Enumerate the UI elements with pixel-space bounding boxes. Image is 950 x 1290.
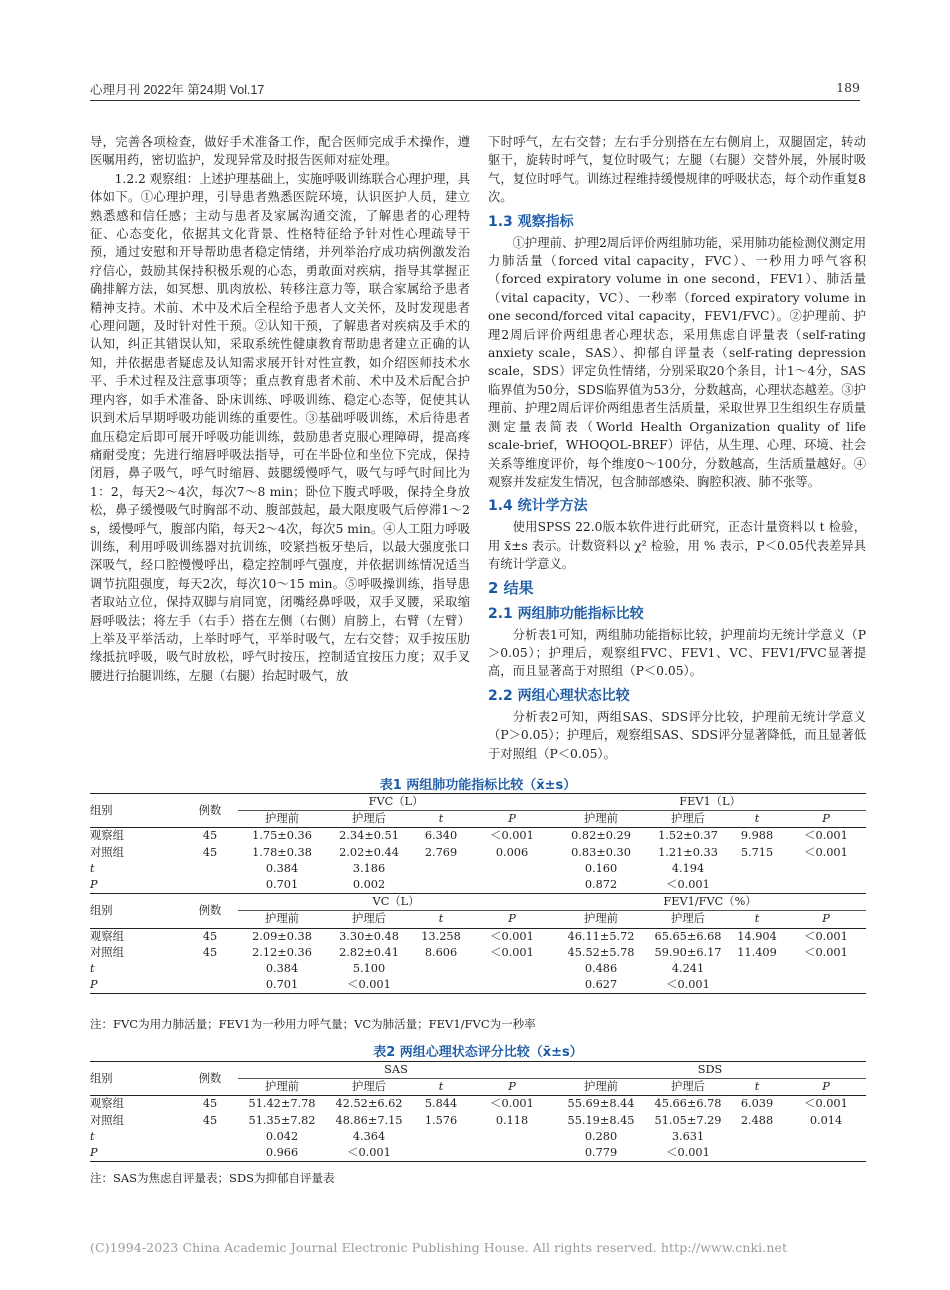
table-cell: ＜0.001 (666, 878, 710, 892)
subhead-after: 护理后 (671, 812, 705, 826)
table-cell (182, 1129, 238, 1145)
subhead-before: 护理前 (584, 912, 618, 926)
fev1-fvc-header: FEV1/FVC（%） (554, 894, 866, 911)
table-cell (728, 961, 786, 977)
table-cell: 45 (202, 945, 218, 959)
table-cell: 观察组 (90, 1097, 124, 1111)
table-cell: ＜0.001 (804, 1097, 848, 1111)
table-cell: 14.904 (737, 929, 777, 943)
table-row (90, 1129, 866, 1145)
table-cell: 2.02±0.44 (339, 845, 399, 859)
table-cell: 1.78±0.38 (252, 845, 312, 859)
subhead-before: 护理前 (265, 812, 299, 826)
table-cell: 45 (202, 1113, 218, 1127)
table-cell: 0.486 (584, 962, 618, 976)
table-cell: 对照组 (90, 1113, 124, 1127)
table-cell (786, 877, 866, 894)
table-cell: ＜0.001 (490, 945, 534, 959)
subhead-before: 护理前 (265, 912, 299, 926)
table-cell: 观察组 (90, 829, 124, 843)
table-cell: 0.779 (584, 1146, 618, 1160)
table-cell (786, 961, 866, 977)
table-row (90, 928, 866, 945)
table-cell: 0.006 (495, 845, 529, 859)
table-cell (470, 1145, 554, 1162)
table-cell: 0.627 (584, 978, 618, 992)
table-cell: 55.69±8.44 (567, 1097, 635, 1111)
table-cell: 对照组 (90, 945, 124, 959)
table-cell: 0.966 (265, 1146, 299, 1160)
table-cell (412, 877, 470, 894)
table-cell: 1.75±0.36 (252, 829, 312, 843)
table-row (90, 861, 866, 877)
section-heading: 1.3 观察指标 (488, 213, 574, 230)
table-cell: 45.66±6.78 (654, 1097, 722, 1111)
table-cell: 55.19±8.45 (567, 1113, 635, 1127)
table-cell: 59.90±6.17 (654, 945, 722, 959)
sas-header: SAS (238, 1062, 554, 1079)
table-cell: 65.65±6.68 (654, 929, 722, 943)
table-cell: 45 (202, 829, 218, 843)
subhead-after: 护理后 (671, 1080, 705, 1094)
table-cell: 4.241 (671, 962, 705, 976)
table-cell: 13.258 (421, 929, 461, 943)
table-row (90, 1113, 866, 1129)
table-cell (470, 861, 554, 877)
table-cell (182, 877, 238, 894)
table-cell: P (90, 978, 98, 992)
table-row (90, 961, 866, 977)
table-cell (470, 977, 554, 994)
section-heading: 1.4 统计学方法 (488, 498, 588, 515)
table-cell: t (90, 1129, 95, 1143)
subhead-after: 护理后 (352, 912, 386, 926)
table-cell (412, 1129, 470, 1145)
section-heading: 2.2 两组心理状态比较 (488, 687, 630, 704)
table-cell: 9.988 (740, 829, 774, 843)
section-heading: 2 结果 (488, 578, 534, 597)
table-cell: 4.194 (671, 861, 705, 875)
vc-header: VC（L） (238, 894, 554, 911)
table-cell (728, 877, 786, 894)
table-cell: 45 (202, 845, 218, 859)
table-cell: 1.576 (424, 1113, 458, 1127)
paragraph: 分析表1可知，两组肺功能指标比较，护理前均无统计学意义（P＞0.05）；护理后，观察组FVC、FEV1、VC、FEV1/FVC显著提高，而且显著高于对照组（P＜0.05）。 (488, 627, 866, 679)
table-cell: 1.21±0.33 (658, 845, 718, 859)
fev1-header: FEV1（L） (554, 794, 866, 811)
subhead-p: P (508, 812, 516, 826)
subhead-after: 护理后 (671, 912, 705, 926)
subhead-p: P (822, 1080, 830, 1094)
paragraph: ①护理前、护理2周后评价两组肺功能，采用肺功能检测仪测定用力肺活量（forced vital capacity，FVC）、一秒用力呼气容积（forced expiratory volume in one second，FEV1）、肺活量（vital capacity，VC）、一秒率（forced expiratory volume in one second/forced vital capacity，FEV1/FVC）。②护理前、护理2周后评价两组患者心理状态，采用焦虑自评量表（self-rating anxiety scale，SAS）、抑郁自评量表（self-rating depression scale，SDS）评定负性情绪，分别采取20个条目，计1～4分，SAS临界值为50分，SDS临界值为53分，分数越高，心理状态越差。③护理前、护理2周后评价两组患者生活质量，采取世界卫生组织生存质量测定量表简表（World Health Organization quality of life scale-brief，WHOQOL-BREF）评估，从生理、心理、环境、社会关系等维度评价，每个维度0～100分，分数越高，生活质量越好。④观察并发症发生情况，包含肺部感染、胸腔积液、肺不张等。 (488, 235, 866, 489)
table-cell: ＜0.001 (347, 978, 391, 992)
table-cell: 2.34±0.51 (339, 829, 399, 843)
table-cell (786, 1129, 866, 1145)
table-cell: ＜0.001 (490, 829, 534, 843)
table-cell: ＜0.001 (804, 829, 848, 843)
table-cell: ＜0.001 (804, 945, 848, 959)
subhead-t: t (438, 1080, 444, 1094)
table-cell: 5.844 (424, 1097, 458, 1111)
table-cell: 2.769 (424, 845, 458, 859)
table-cell (412, 861, 470, 877)
journal-title: 心理月刊 2022年 第24期 Vol.17 (90, 83, 265, 97)
table-cell: 5.100 (352, 962, 386, 976)
table-cell: 51.42±7.78 (248, 1097, 316, 1111)
subhead-after: 护理后 (352, 1080, 386, 1094)
col-n-header: 例数 (198, 1071, 222, 1085)
table-cell: 3.631 (671, 1129, 705, 1143)
table-cell (412, 977, 470, 994)
table-cell: 3.30±0.48 (339, 929, 399, 943)
subhead-t: t (438, 912, 444, 926)
table2-caption: 表2 两组心理状态评分比较（x̄±s） (373, 1045, 583, 1060)
table-cell: 0.042 (265, 1129, 299, 1143)
table-cell: 0.384 (265, 861, 299, 875)
table-cell: ＜0.001 (490, 929, 534, 943)
fvc-header: FVC（L） (238, 794, 554, 811)
table-cell (728, 861, 786, 877)
table-row (90, 1145, 866, 1162)
table-cell: 4.364 (352, 1129, 386, 1143)
table-cell: 2.12±0.36 (252, 945, 312, 959)
subhead-t: t (754, 812, 760, 826)
table-cell (728, 1145, 786, 1162)
table1 (90, 793, 866, 994)
table-row (90, 845, 866, 861)
table-row (90, 945, 866, 961)
table-cell: 51.05±7.29 (654, 1113, 722, 1127)
table-cell (786, 1145, 866, 1162)
subhead-p: P (508, 1080, 516, 1094)
table-cell: 0.82±0.29 (571, 829, 631, 843)
table-row (90, 828, 866, 845)
table-cell (182, 961, 238, 977)
table-cell: P (90, 1146, 98, 1160)
paragraph: 分析表2可知，两组SAS、SDS评分比较，护理前无统计学意义（P＞0.05）；护理后，观察组SAS、SDS评分显著降低，而且显著低于对照组（P＜0.05）。 (488, 709, 866, 761)
table-cell: 45 (202, 1097, 218, 1111)
paragraph: 使用SPSS 22.0版本软件进行此研究，正态计量资料以 t 检验，用 x̄±s 表示。计数资料以 χ² 检验，用 % 表示，P＜0.05代表差异具有统计学意义。 (488, 520, 866, 572)
table-cell (786, 861, 866, 877)
paragraph: 下时呼气，左右交替；左右手分别搭在左右侧肩上，双腿固定，转动躯干，旋转时呼气，复位时吸气；左腿（右腿）交替外展，外展时吸气，复位时呼气。训练过程维持缓慢规律的呼吸状态，每个动作重复8次。 (488, 135, 866, 205)
table-cell (182, 977, 238, 994)
table-cell: ＜0.001 (804, 929, 848, 943)
subhead-after: 护理后 (352, 812, 386, 826)
table-cell: 0.872 (584, 878, 618, 892)
table-cell (470, 1129, 554, 1145)
table-cell (728, 1129, 786, 1145)
table-cell (182, 861, 238, 877)
table2-note: 注：SAS为焦虑自评量表；SDS为抑郁自评量表 (90, 1171, 335, 1185)
running-header (90, 78, 860, 101)
left-column (90, 133, 470, 685)
table-cell: 48.86±7.15 (335, 1113, 403, 1127)
table-cell: 3.186 (352, 861, 386, 875)
table-cell: 观察组 (90, 929, 124, 943)
col-n-header: 例数 (198, 803, 222, 817)
col-group-header: 组别 (90, 1071, 113, 1085)
table-cell: 0.280 (584, 1129, 618, 1143)
table-cell: 42.52±6.62 (335, 1097, 403, 1111)
subhead-before: 护理前 (584, 1080, 618, 1094)
table-cell: 0.118 (495, 1113, 529, 1127)
table-cell: ＜0.001 (804, 845, 848, 859)
table-cell (786, 977, 866, 994)
subhead-p: P (822, 912, 830, 926)
section-heading: 2.1 两组肺功能指标比较 (488, 605, 644, 622)
table-cell (412, 1145, 470, 1162)
table-cell: 对照组 (90, 845, 124, 859)
subhead-p: P (508, 912, 516, 926)
table-cell: ＜0.001 (490, 1097, 534, 1111)
table-cell: 0.701 (265, 978, 299, 992)
table-cell: 2.09±0.38 (252, 929, 312, 943)
table-cell: t (90, 861, 95, 875)
subhead-before: 护理前 (265, 1080, 299, 1094)
table-cell (470, 961, 554, 977)
subhead-before: 护理前 (584, 812, 618, 826)
table-cell: 0.384 (265, 962, 299, 976)
col-n-header: 例数 (198, 903, 222, 917)
table-cell (470, 877, 554, 894)
col-group-header: 组别 (90, 803, 113, 817)
page-number: 189 (836, 80, 860, 95)
table-cell: 11.409 (737, 945, 777, 959)
subhead-t: t (438, 812, 444, 826)
table-cell: 6.340 (424, 829, 458, 843)
table-cell: 45 (202, 929, 218, 943)
table-cell: 0.160 (584, 861, 618, 875)
subhead-p: P (822, 812, 830, 826)
table-cell: 0.002 (352, 878, 386, 892)
table-cell: 1.52±0.37 (658, 829, 718, 843)
table-cell: t (90, 962, 95, 976)
table-row (90, 877, 866, 894)
table-cell: 5.715 (740, 845, 774, 859)
table-cell: 0.014 (809, 1113, 843, 1127)
table-cell: ＜0.001 (347, 1146, 391, 1160)
table-cell: 45.52±5.78 (567, 945, 635, 959)
subhead-t: t (754, 1080, 760, 1094)
table-cell: 2.488 (740, 1113, 774, 1127)
table-cell: ＜0.001 (666, 978, 710, 992)
table-cell (412, 961, 470, 977)
table-cell (728, 977, 786, 994)
table1-caption: 表1 两组肺功能指标比较（x̄±s） (379, 778, 577, 793)
table-cell: 51.35±7.82 (248, 1113, 316, 1127)
table1-note: 注：FVC为用力肺活量；FEV1为一秒用力呼气量；VC为肺活量；FEV1/FVC为一秒率 (90, 1017, 536, 1031)
table-cell: 2.82±0.41 (339, 945, 399, 959)
table2 (90, 1061, 866, 1162)
table-cell: 46.11±5.72 (567, 929, 635, 943)
table-cell: ＜0.001 (666, 1146, 710, 1160)
paragraph: 1.2.2 观察组：上述护理基础上，实施呼吸训练联合心理护理，具体如下。①心理护理，引导患者熟悉医院环境，认识医护人员，建立熟悉感和信任感；主动与患者及家属沟通交流，了解患者的心理特征、心态变化，依据其文化背景、性格特征给予针对性心理疏导干预，通过安慰和开导帮助患者稳定情绪，并列举治疗成功病例激发治疗信心，鼓励其保持积极乐观的心态，勇敢面对疾病，指导其掌握正确排解方法，如冥想、肌肉放松、转移注意力等，联合家属给予患者精神支持。术前、术中及术后全程给予患者人文关怀，及时发现患者心理问题，及时针对性干预。②认知干预，了解患者对疾病及手术的认知，纠正其错误认知，采取系统性健康教育帮助患者建立正确的认知，并依据患者疑虑及认知需求展开针对性宣教，如介绍医师技术水平、手术过程及注意事项等；重点教育患者术前、术中及术后配合护理内容，如手术准备、卧床训练、呼吸训练、稳定心态等，促使其认识到术后早期呼吸功能训练的重要性。③基础呼吸训练，术后待患者血压稳定后即可展开呼吸功能训练，鼓励患者克服心理障碍，提高疼痛耐受度；先进行缩唇呼吸法指导，可在半卧位和坐位下完成，保持闭唇，鼻子吸气，呼气时缩唇、鼓腮缓慢呼气，吸气与呼气时间比为1：2，每天2～4次，每次7～8 min；卧位下腹式呼吸，保持全身放松，鼻子缓慢吸气时胸部不动、腹部鼓起，最大限度吸气后停滞1～2 s，缓慢呼气，腹部内陷，每天2～4次，每次5 min。④人工阻力呼吸训练，利用呼吸训练器对抗训练，咬紧挡板牙垫后，以最大强度张口深吸气，经口腔慢慢呼出，稳定控制呼气强度，并依据训练情况适当调节抗阻强度，每天2次，每次10～15 min。⑤呼吸操训练，指导患者取站立位，保持双脚与肩同宽，闭嘴经鼻呼吸，双手叉腰，采取缩唇呼吸法；将左手（右手）搭在左侧（右侧）肩膀上，右臂（左臂）上举及平举活动，上举时呼气，平举时吸气，左右交替；双手按压肋缘抵抗呼吸，吸气时放松，呼气时按压，控制适宜按压力度；双手叉腰进行抬腿训练，左腿（右腿）抬起时吸气，放 (90, 171, 470, 683)
table-cell (182, 1145, 238, 1162)
table-cell: 6.039 (740, 1097, 774, 1111)
table-row (90, 1096, 866, 1113)
table-cell: 0.701 (265, 878, 299, 892)
table-row (90, 977, 866, 994)
table-cell: 0.83±0.30 (571, 845, 631, 859)
sds-header: SDS (554, 1062, 866, 1079)
table-cell: P (90, 878, 98, 892)
copyright-footer: (C)1994-2023 China Academic Journal Electronic Publishing House. All rights reserved. http://www.cnki.net (90, 1240, 788, 1255)
subhead-t: t (754, 912, 760, 926)
paragraph: 导，完善各项检查，做好手术准备工作，配合医师完成手术操作，遵医嘱用药，密切监护，发现异常及时报告医师对症处理。 (90, 135, 470, 168)
table-cell: 8.606 (424, 945, 458, 959)
col-group-header: 组别 (90, 903, 113, 917)
right-column (488, 133, 866, 763)
